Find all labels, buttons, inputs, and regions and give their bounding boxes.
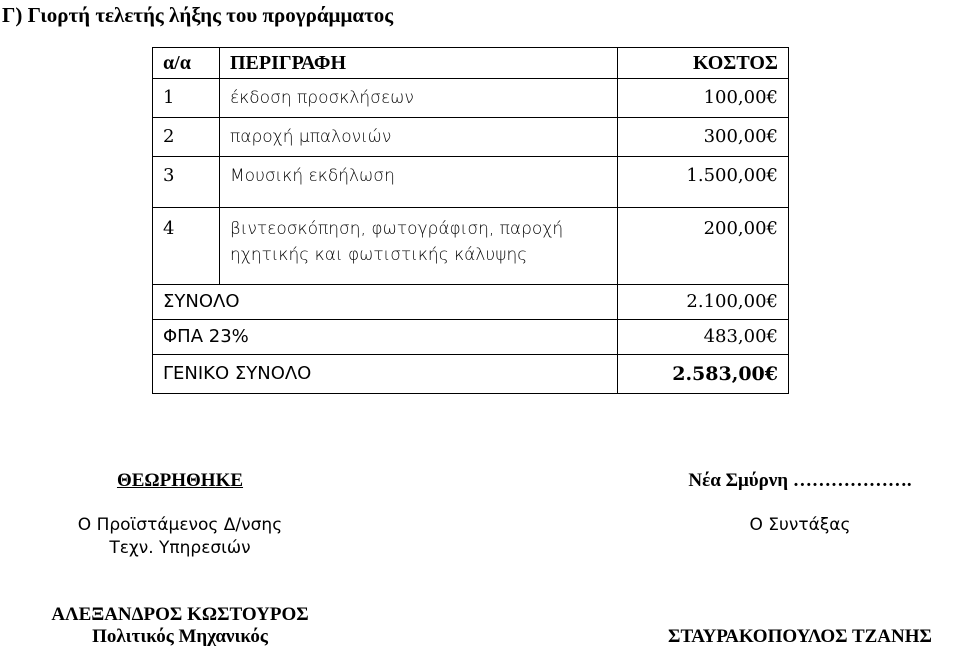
row-description: έκδοση προσκλήσεων [220, 79, 618, 118]
right-signature-name-block [640, 626, 960, 648]
left-signature-title: ΘΕΩΡΗΘΗΚΕ [116, 470, 244, 491]
grand-total-value: 2.583,00€ [618, 355, 789, 394]
header-cost: ΚΟΣΤΟΣ [618, 48, 789, 79]
left-signature-role-line1: Ο Προϊστάμενος Δ/νσης [77, 515, 283, 535]
vat-row [153, 320, 789, 355]
row-cost: 1.500,00€ [618, 157, 789, 208]
row-num: 2 [153, 118, 220, 157]
row-cost: 300,00€ [618, 118, 789, 157]
table-header-row [153, 48, 789, 79]
total-row [153, 285, 789, 320]
left-signature-block [60, 470, 300, 558]
table-row [153, 208, 789, 285]
left-signature-name-block [20, 604, 340, 648]
cost-table [152, 47, 789, 394]
header-num: α/α [153, 48, 220, 79]
vat-value: 483,00€ [618, 320, 789, 355]
right-signature-name: ΣΤΑΥΡΑΚΟΠΟΥΛΟΣ ΤΖΑΝΗΣ [668, 626, 932, 647]
section-heading: Γ) Γιορτή τελετής λήξης του προγράμματος [2, 3, 394, 27]
grand-total-label: ΓΕΝΙΚΟ ΣΥΝΟΛΟ [153, 355, 618, 394]
row-description-line1: βιντεοσκόπηση, φωτογράφιση, παροχή [230, 219, 564, 239]
right-signature-title: Νέα Σμύρνη ………………. [688, 470, 912, 491]
right-signature-block [640, 470, 960, 538]
left-signature-position: Πολιτικός Μηχανικός [92, 626, 268, 647]
row-cost: 100,00€ [618, 79, 789, 118]
left-signature-role-line2: Τεχν. Υπηρεσιών [109, 538, 251, 558]
row-description: παροχή μπαλονιών [220, 118, 618, 157]
row-cost: 200,00€ [618, 208, 789, 285]
row-description-line2: ηχητικής και φωτιστικής κάλυψης [230, 245, 528, 265]
row-description: Μουσική εκδήλωση [220, 157, 618, 208]
row-num: 4 [153, 208, 220, 285]
row-description [220, 208, 618, 285]
table-row [153, 157, 789, 208]
total-label: ΣΥΝΟΛΟ [153, 285, 618, 320]
vat-label: ΦΠΑ 23% [153, 320, 618, 355]
row-num: 1 [153, 79, 220, 118]
row-num: 3 [153, 157, 220, 208]
header-description: ΠΕΡΙΓΡΑΦΗ [220, 48, 618, 79]
table-row [153, 79, 789, 118]
table-row [153, 118, 789, 157]
right-signature-role: Ο Συντάξας [749, 515, 851, 535]
total-value: 2.100,00€ [618, 285, 789, 320]
left-signature-name: ΑΛΕΞΑΝΔΡΟΣ ΚΩΣΤΟΥΡΟΣ [51, 604, 309, 625]
grand-total-row [153, 355, 789, 394]
